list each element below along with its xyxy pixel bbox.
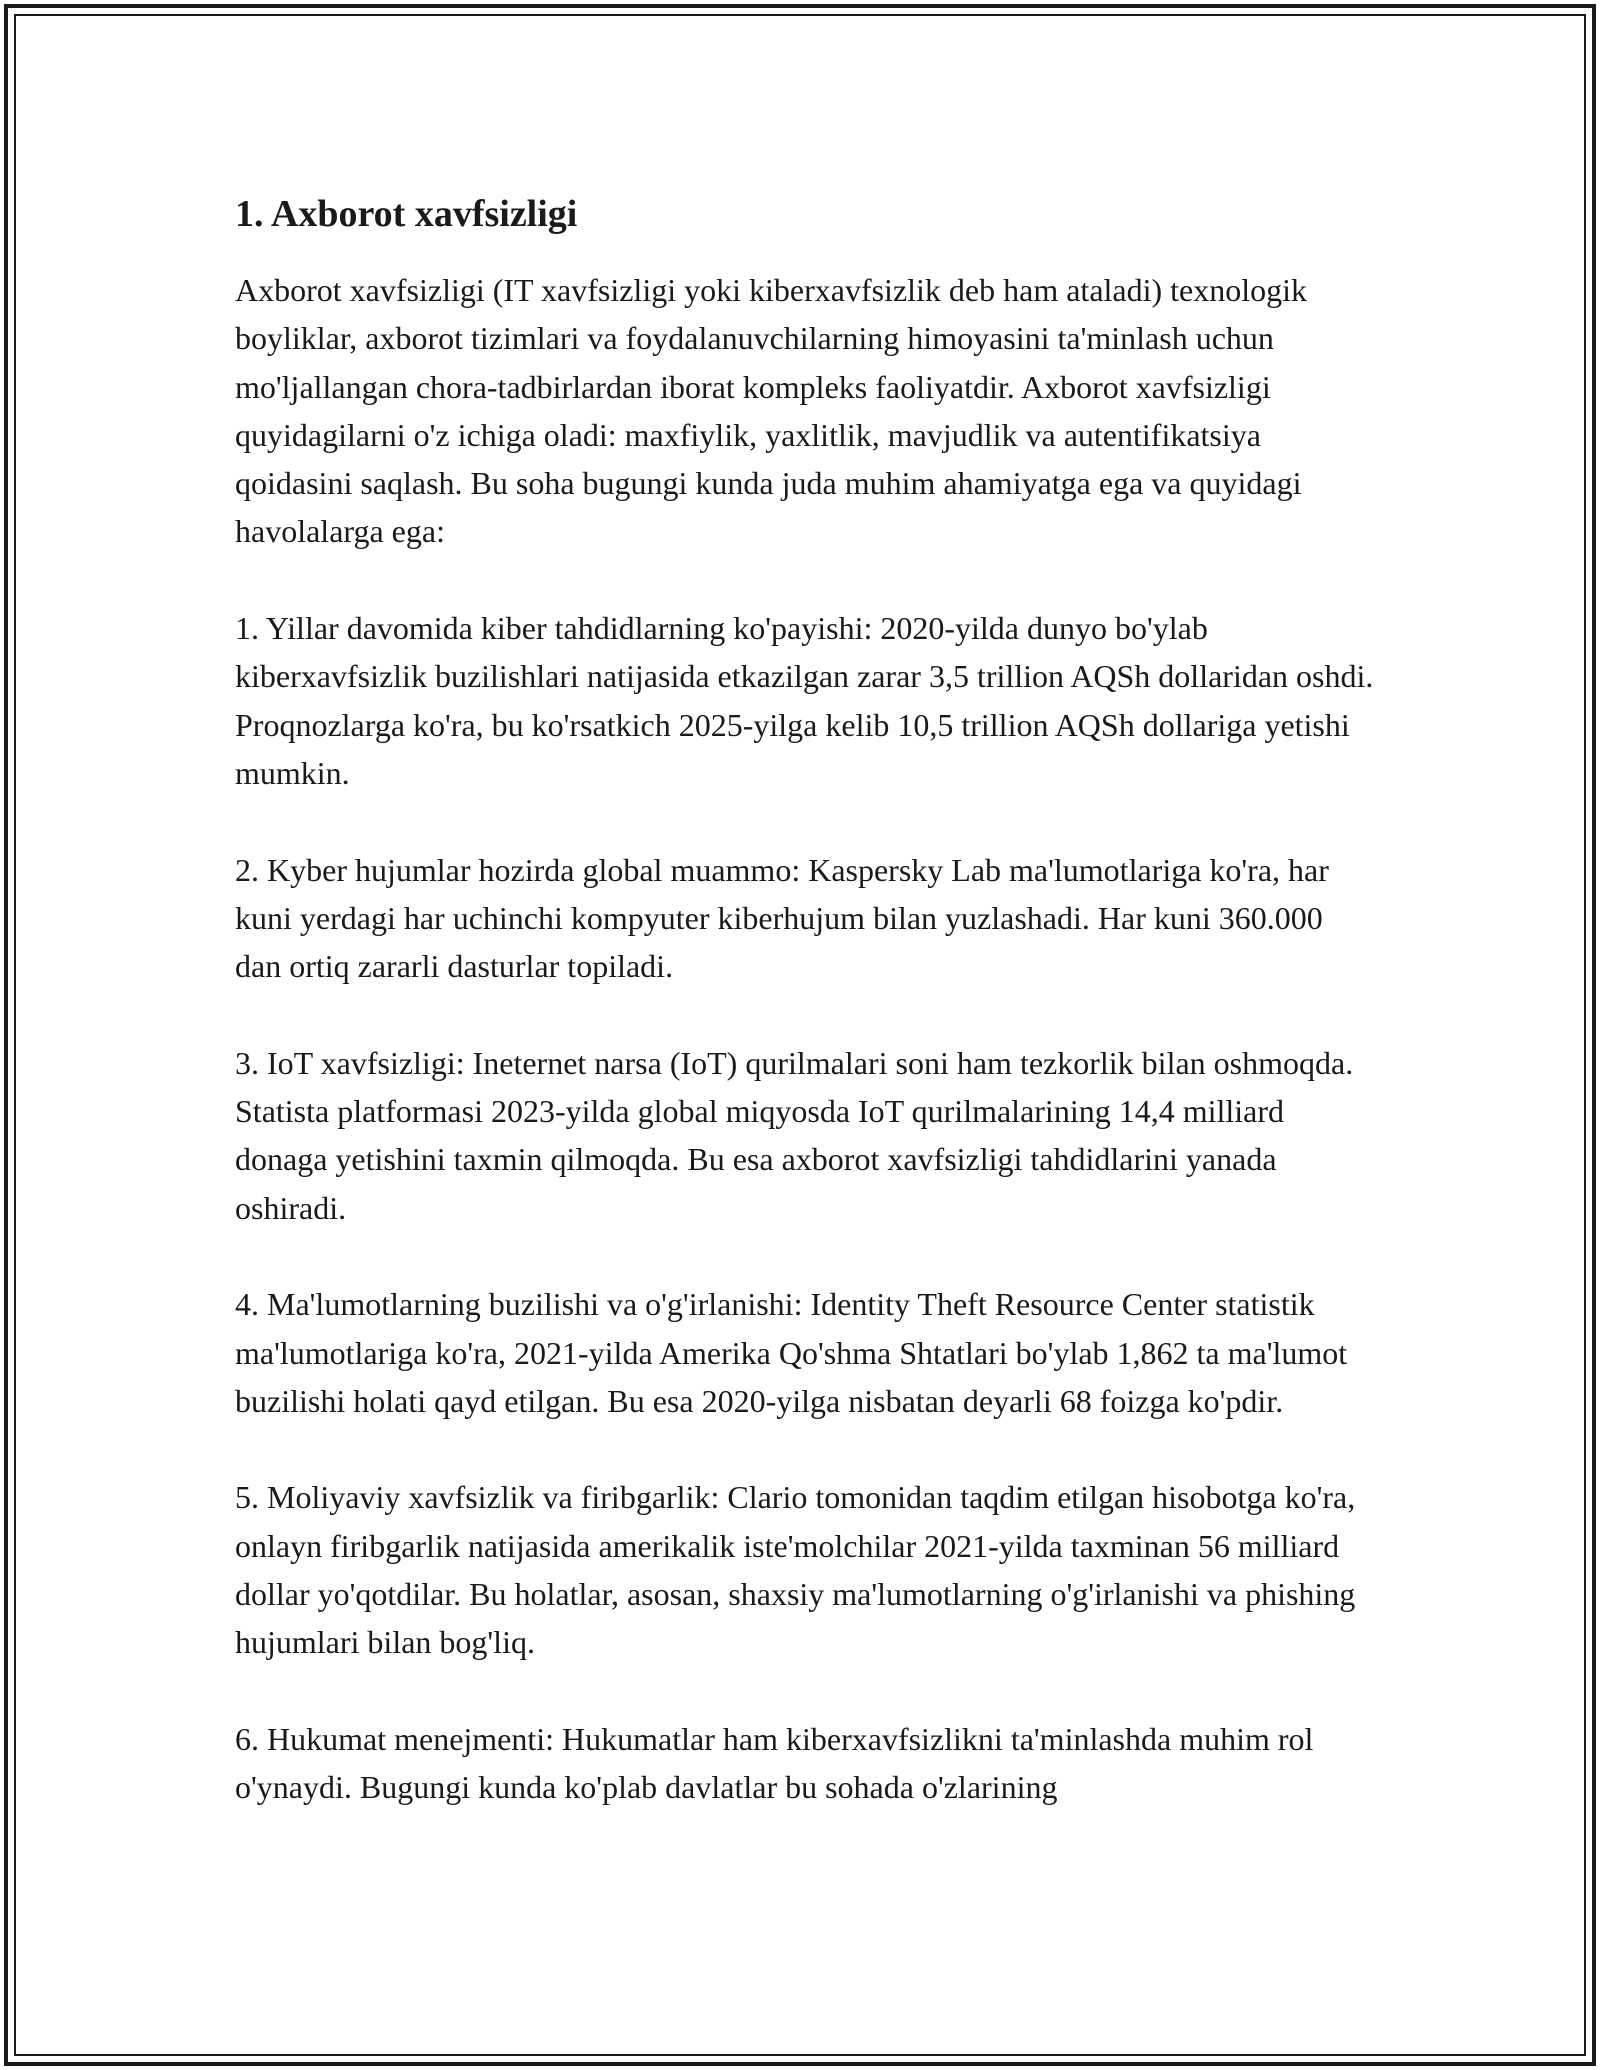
list-item-data-breaches: 4. Ma'lumotlarning buzilishi va o'g'irlanishi: Identity Theft Resource Center statistik ma'lumotlariga ko'ra, 2021-yilda Amerika Qo'shma Shtatlari bo'ylab 1,862 ta ma'lumot buzilishi holati qayd etilgan. Bu esa 2020-yilga nisbatan deyarli 68 foizga ko'pdir. [235,1286,1348,1419]
list-item-cyber-threats: 1. Yillar davomida kiber tahdidlarning ko'payishi: 2020-yilda dunyo bo'ylab kiberxavfsizlik buzilishlari natijasida etkazilgan zarar 3,5 trillion AQSh dollaridan oshdi. Proqnozlarga ko'ra, bu ko'rsatkich 2025-yilga kelib 10,5 trillion AQSh dollariga yetishi mumkin. [235,610,1374,791]
document-page [235,190,1375,1812]
list-item-iot-security: 3. IoT xavfsizligi: Ineternet narsa (IoT) qurilmalari soni ham tezkorlik bilan oshmoqda. Statista platformasi 2023-yilda global miqyosda IoT qurilmalarining 14,4 milliard donaga yetishini taxmin qilmoqda. Bu esa axborot xavfsizligi tahdidlarini yanada oshiradi. [235,1044,1354,1226]
list-item-financial-fraud: 5. Moliyaviy xavfsizlik va firibgarlik: Clario tomonidan taqdim etilgan hisobotga ko'ra, onlayn firibgarlik natijasida amerikalik iste'molchilar 2021-yilda taxminan 56 milliard dollar yo'qotdilar. Bu holatlar, asosan, shaxsiy ma'lumotlarning o'g'irlanishi va phishing hujumlari bilan bog'liq. [235,1479,1356,1661]
intro-paragraph: Axborot xavfsizligi (IT xavfsizligi yoki kiberxavfsizlik deb ham ataladi) texnologik boyliklar, axborot tizimlari va foydalanuvchilarning himoyasini ta'minlash uchun mo'ljallangan chora-tadbirlardan iborat kompleks faoliyatdir. Axborot xavfsizligi quyidagilarni o'z ichiga oladi: maxfiylik, yaxlitlik, mavjudlik va autentifikatsiya qoidasini saqlash. Bu soha bugungi kunda juda muhim ahamiyatga ega va quyidagi havolalarga ega: [235,272,1308,550]
section-heading: 1. Axborot xavfsizligi [235,193,578,235]
list-item-government: 6. Hukumat menejmenti: Hukumatlar ham kiberxavfsizlikni ta'minlashda muhim rol o'ynaydi. Bugungi kunda ko'plab davlatlar bu sohada o'zlarining [235,1720,1314,1806]
list-item-global-attacks: 2. Kyber hujumlar hozirda global muammo: Kaspersky Lab ma'lumotlariga ko'ra, har kuni yerdagi har uchinchi kompyuter kiberhujum bilan yuzlashadi. Har kuni 360.000 dan ortiq zararli dasturlar topiladi. [235,851,1329,985]
